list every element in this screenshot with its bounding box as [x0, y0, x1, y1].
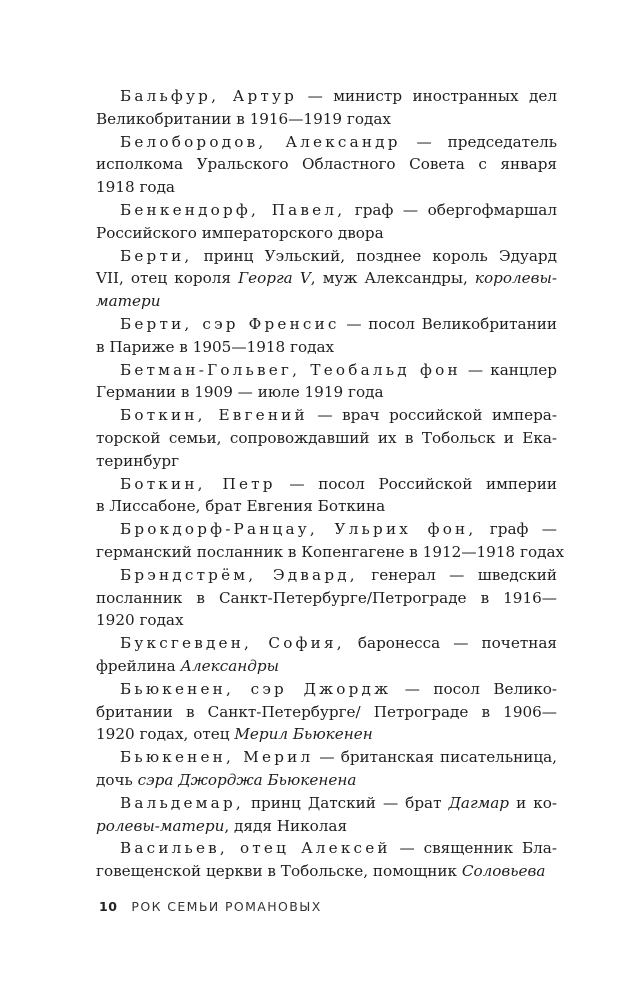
entry-headline: [96, 473, 557, 496]
entry-text: граф — обергофмаршал: [345, 200, 557, 219]
entry-headline: [96, 678, 557, 701]
entry-text: британии в Санкт-Петербурге/ Петрограде в 1906—: [96, 702, 557, 721]
entry-text: — канцлер: [460, 360, 558, 379]
entry-text: — посол Велико-: [391, 679, 558, 698]
entry-headline: [96, 245, 557, 268]
italic-reference: Георга V: [238, 269, 311, 288]
entry-continuation: [96, 769, 557, 792]
entry-text: — священник Бла-: [390, 839, 557, 858]
entry-headline: [96, 564, 557, 587]
entry-text: принц Датский — брат: [243, 793, 449, 812]
entry-name: Бетман-Гольвег, Теобальд фон: [120, 360, 461, 379]
entry-text: 1918 года: [96, 178, 175, 197]
glossary-entry: [96, 245, 557, 313]
entry-name: Берти,: [120, 246, 193, 265]
italic-reference: сэра Джорджа Бьюкенена: [137, 770, 357, 789]
entry-continuation: [96, 450, 557, 473]
italic-reference: ролевы-матери: [96, 816, 225, 835]
entry-headline: [96, 632, 557, 655]
entry-text: — министр иностранных дел: [297, 87, 557, 105]
entry-text: исполкома Уральского Областного Совета с января: [96, 155, 557, 174]
entry-headline: [96, 85, 557, 108]
entry-continuation: [96, 336, 557, 359]
entry-continuation: [96, 495, 557, 518]
glossary-entry: [96, 359, 557, 405]
glossary-entry: [96, 85, 557, 131]
entry-text: 1920 годах: [96, 611, 184, 630]
entry-name: Боткин, Петр: [120, 474, 276, 493]
glossary-entry: [96, 199, 557, 245]
entry-text: — британская писательница,: [313, 748, 557, 767]
running-title: РОК СЕМЬИ РОМАНОВЫХ: [131, 898, 322, 914]
entry-headline: [96, 746, 557, 769]
glossary-entry: [96, 678, 557, 746]
italic-reference: Александры: [180, 656, 280, 675]
entry-continuation: [96, 860, 557, 883]
entry-text: 1920 годах, отец: [96, 725, 235, 744]
entry-text: — председатель: [400, 132, 557, 151]
entry-text: баронесса — почетная: [344, 634, 557, 653]
entry-continuation: [96, 541, 565, 564]
entry-name: Бьюкенен, Мерил: [120, 748, 314, 767]
entry-text: в Париже в 1905—1918 годах: [96, 337, 335, 356]
entry-name: Бенкендорф, Павел,: [120, 200, 346, 219]
entry-name: Буксгевден, София,: [120, 634, 345, 653]
glossary-entry: [96, 564, 557, 632]
entry-continuation: [96, 427, 557, 450]
glossary-entries: [96, 85, 565, 883]
entry-continuation: [96, 815, 557, 838]
entry-text: , дядя Николая: [224, 816, 348, 835]
entry-continuation: [96, 153, 557, 176]
glossary-entry: [96, 746, 557, 792]
page-footer: [99, 898, 322, 914]
glossary-entry: [96, 632, 557, 678]
italic-reference: Соловьева: [461, 862, 546, 881]
glossary-entry: [96, 837, 557, 883]
entry-headline: [96, 404, 557, 427]
entry-headline: [96, 518, 557, 541]
italic-reference: Мерил Бьюкенен: [234, 725, 373, 744]
entry-continuation: [96, 609, 557, 632]
entry-name: Бальфур, Артур: [120, 87, 298, 105]
entry-continuation: [96, 381, 557, 404]
entry-text: и ко-: [509, 793, 558, 812]
italic-reference: Дагмар: [448, 793, 510, 812]
entry-headline: [96, 837, 557, 860]
entry-continuation: [96, 222, 557, 245]
glossary-entry: [96, 131, 557, 199]
entry-name: Берти, сэр Френсис: [120, 314, 340, 333]
entry-text: Германии в 1909 — июле 1919 года: [96, 383, 384, 402]
entry-text: посланник в Санкт-Петербурге/Петрограде в 1916—: [96, 588, 557, 607]
glossary-entry: [96, 313, 557, 359]
entry-text: — посол Великобритании: [339, 314, 557, 333]
entry-text: , муж Александры,: [310, 269, 475, 288]
entry-name: Бьюкенен, сэр Джордж: [120, 679, 392, 698]
glossary-entry: [96, 792, 557, 838]
entry-continuation: [96, 290, 557, 313]
entry-text: принц Уэльский, позднее король Эдуард: [192, 246, 557, 265]
italic-reference: королевы-: [474, 269, 557, 288]
entry-name: Белобородов, Александр: [120, 132, 401, 151]
entry-text: — врач российской импера-: [307, 406, 557, 425]
entry-continuation: [96, 723, 557, 746]
italic-reference: матери: [96, 292, 161, 311]
entry-text: фрейлина: [96, 656, 181, 675]
entry-continuation: [96, 587, 557, 610]
glossary-entry: [96, 518, 565, 564]
entry-text: генерал — шведский: [357, 565, 558, 584]
entry-text: германский посланник в Копенгагене в 1912—1918 годах: [96, 542, 565, 561]
entry-continuation: [96, 267, 557, 290]
entry-name: Боткин, Евгений: [120, 406, 308, 425]
entry-text: теринбург: [96, 451, 180, 470]
entry-text: говещенской церкви в Тобольске, помощник: [96, 862, 462, 881]
entry-text: Российского императорского двора: [96, 223, 384, 242]
entry-text: Великобритании в 1916—1919 годах: [96, 109, 391, 128]
entry-headline: [96, 199, 557, 222]
entry-continuation: [96, 108, 557, 131]
entry-text: граф —: [476, 520, 557, 539]
glossary-entry: [96, 404, 557, 472]
entry-text: VII, отец короля: [96, 269, 239, 288]
entry-headline: [96, 131, 557, 154]
glossary-entry: [96, 473, 557, 519]
entry-text: — посол Российской империи: [275, 474, 557, 493]
entry-text: в Лиссабоне, брат Евгения Боткина: [96, 497, 386, 516]
entry-name: Брокдорф-Ранцау, Ульрих фон,: [120, 520, 477, 539]
entry-continuation: [96, 655, 557, 678]
page-number: 10: [99, 898, 118, 914]
entry-continuation: [96, 176, 557, 199]
entry-name: Брэндстрём, Эдвард,: [120, 565, 358, 584]
entry-headline: [96, 359, 557, 382]
entry-continuation: [96, 701, 557, 724]
entry-text: торской семьи, сопровождавший их в Тобольск и Ека-: [96, 428, 557, 447]
entry-name: Васильев, отец Алексей: [120, 839, 391, 858]
entry-headline: [96, 313, 557, 336]
entry-headline: [96, 792, 557, 815]
entry-text: дочь: [96, 770, 138, 789]
entry-name: Вальдемар,: [120, 793, 244, 812]
